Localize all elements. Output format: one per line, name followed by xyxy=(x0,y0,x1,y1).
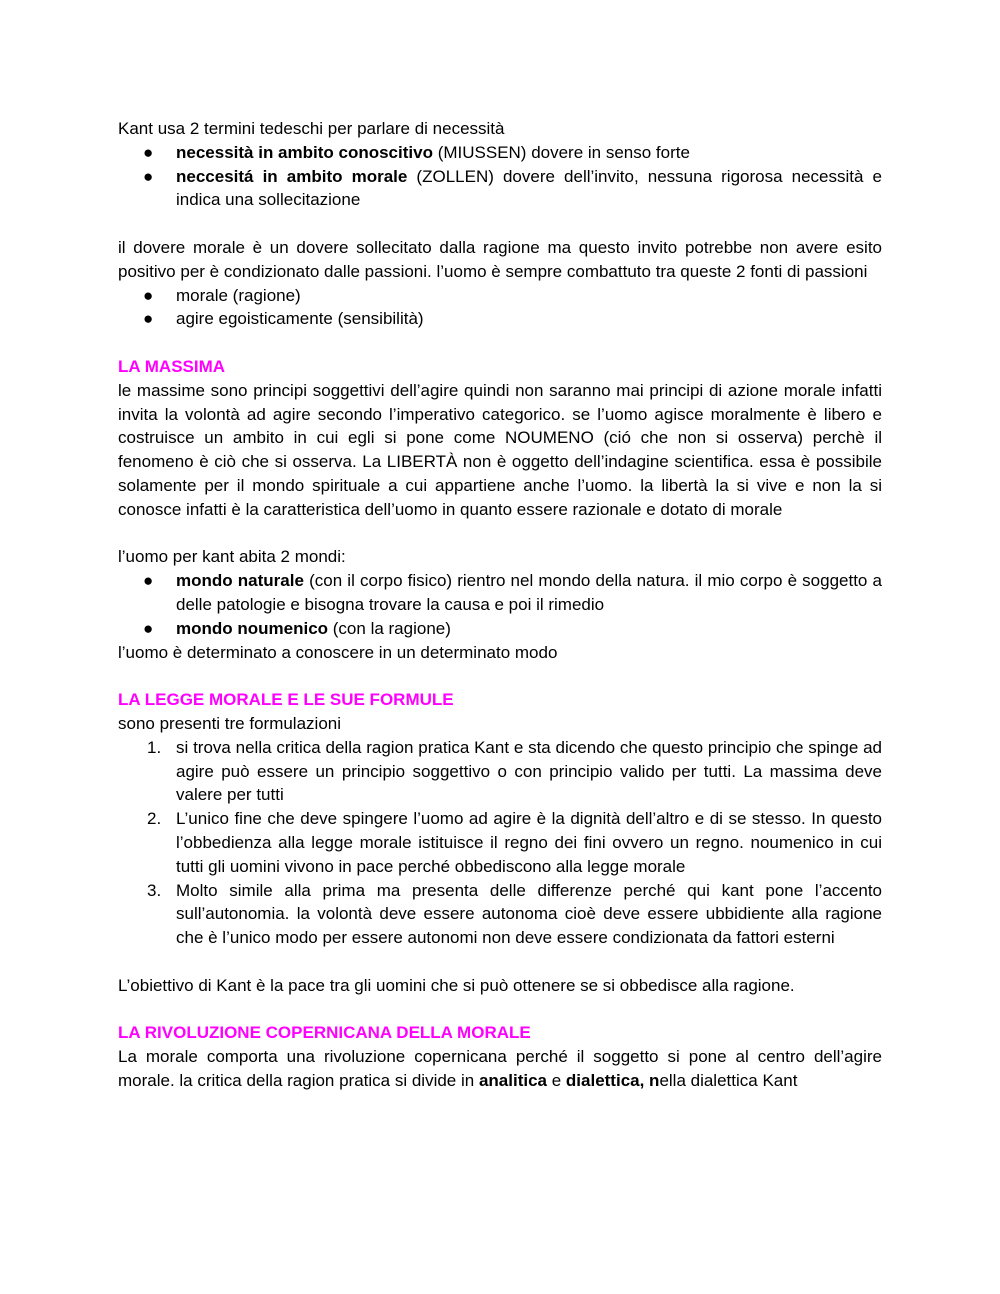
list-item xyxy=(118,141,882,165)
list-item xyxy=(118,165,882,213)
list-item xyxy=(118,736,882,807)
item-number: 3. xyxy=(147,880,162,900)
paragraph-bold: dialettica, n xyxy=(565,1070,660,1090)
mondi-list xyxy=(118,569,882,640)
paragraph-text: La morale comporta una rivoluzione copernicana perché il soggetto si pone al centro dell’agire morale. la critica della ragion pratica si divide in xyxy=(118,1047,882,1090)
item-text: (ZOLLEN) dovere dell’invito, nessuna rigorosa necessità e indica una sollecitazione xyxy=(176,166,883,210)
item-text: Molto simile alla prima ma presenta delle differenze perché qui kant pone l’accento sull’autonomia. la volontà deve essere autonoma cioè deve essere ubbidiente alla ragione che è l’unico modo per essere autonomi non deve essere condizionata da fattori esterni xyxy=(176,880,882,948)
item-bold: mondo naturale xyxy=(176,571,304,591)
legge-intro: sono presenti tre formulazioni xyxy=(118,713,342,733)
bullet-icon: ● xyxy=(143,618,154,638)
item-bold: neccesitá in ambito morale xyxy=(176,166,408,186)
item-text: (con il corpo fisico) rientro nel mondo della natura. il mio corpo è soggetto a delle patologie e bisogna trovare la causa e poi il rimedio xyxy=(176,571,882,614)
bullet-icon: ● xyxy=(143,166,154,186)
list-item xyxy=(118,569,882,617)
list-item xyxy=(118,807,882,878)
item-number: 2. xyxy=(147,809,162,829)
dovere-paragraph: il dovere morale è un dovere sollecitato dalla ragione ma questo invito potrebbe non avere esito positivo per è condizionato dalle passioni. l’uomo è sempre combattuto tra queste 2 fonti di passioni xyxy=(118,237,882,281)
item-bold: necessità in ambito conoscitivo xyxy=(176,142,433,162)
mondi-intro: l’uomo per kant abita 2 mondi: xyxy=(118,547,346,567)
bullet-icon: ● xyxy=(143,285,154,305)
legge-closing: L’obiettivo di Kant è la pace tra gli uomini che si può ottenere se si obbedisce alla ragione. xyxy=(118,975,795,995)
paragraph-bold: analitica xyxy=(478,1070,547,1090)
necessity-list xyxy=(118,141,882,212)
section-heading-massima: LA MASSIMA xyxy=(118,356,226,376)
bullet-icon: ● xyxy=(143,309,154,329)
item-text: agire egoisticamente (sensibilità) xyxy=(176,309,424,329)
bullet-icon: ● xyxy=(143,142,154,162)
item-text: (con la ragione) xyxy=(328,618,451,638)
item-number: 1. xyxy=(147,737,162,757)
intro-line: Kant usa 2 termini tedeschi per parlare di necessità xyxy=(118,119,505,138)
item-text: si trova nella critica della ragion pratica Kant e sta dicendo che questo principio che spinge ad agire può essere un principio soggettivo o con principio valido per tutti. La massima deve valere per tutti xyxy=(176,737,882,805)
list-item xyxy=(118,307,882,331)
list-item xyxy=(118,284,882,308)
item-text: (MIUSSEN) dovere in senso forte xyxy=(432,142,690,162)
massima-paragraph: le massime sono principi soggettivi dell’agire quindi non saranno mai principi di azione morale infatti invita la volontà ad agire secondo l’imperativo categorico. se l’uomo agisce moralmente è libero e costruisce un ambito in cui egli si pone come NOUMENO (ció che non si osserva) perchè il fenomeno è ciò che si osserva. La LIBERTÀ non è oggetto dell’indagine scientifica. essa è possibile solamente per il mondo spirituale a cui appartiene anche l’uomo. la libertà la si vive e non la si conosce infatti è la caratteristica dell’uomo in quanto essere razionale e dotato di morale xyxy=(118,380,882,519)
mondi-closing: l’uomo è determinato a conoscere in un determinato modo xyxy=(118,642,558,662)
section-heading-legge: LA LEGGE MORALE E LE SUE FORMULE xyxy=(118,690,454,710)
bullet-icon: ● xyxy=(143,571,154,591)
section-heading-rivoluzione: LA RIVOLUZIONE COPERNICANA DELLA MORALE xyxy=(118,1023,531,1043)
list-item xyxy=(118,617,882,641)
paragraph-text: e xyxy=(547,1070,566,1090)
item-text: L’unico fine che deve spingere l’uomo ad agire è la dignità dell’altro e di se stesso. In questo l’obbedienza alla legge morale istituisce il regno dei fini ovvero un regno. noumenico in cui tutti gli uomini vivono in pace perché obbediscono alla legge morale xyxy=(176,809,882,876)
list-item xyxy=(118,879,882,950)
rivoluzione-paragraph xyxy=(118,1045,882,1093)
item-text: morale (ragione) xyxy=(176,285,301,305)
item-bold: mondo noumenico xyxy=(176,618,329,638)
formule-list xyxy=(118,736,882,950)
paragraph-text: ella dialettica Kant xyxy=(659,1070,798,1090)
passioni-list xyxy=(118,284,882,332)
